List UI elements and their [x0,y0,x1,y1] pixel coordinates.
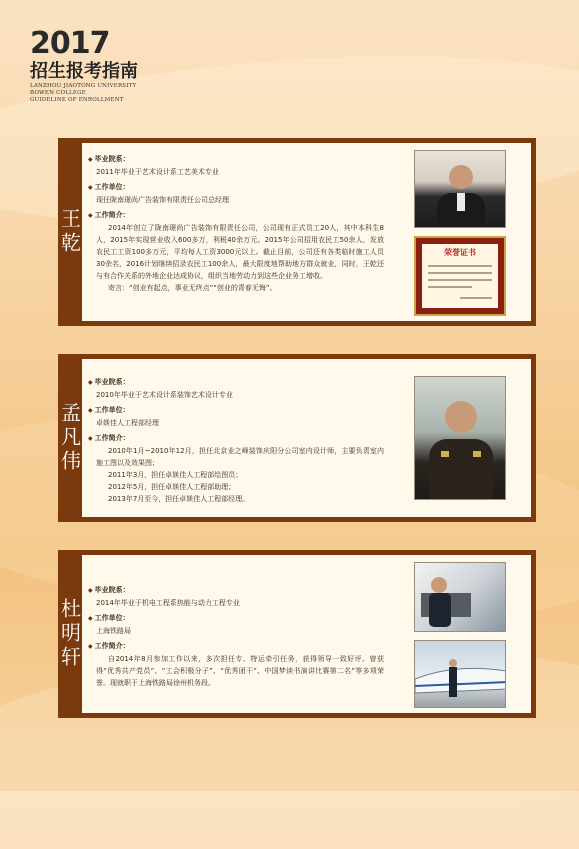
alumni-name: 孟凡伟 [57,402,82,474]
unit-label: ◆ 工作单位： [84,404,384,417]
guide-title: 招生报考指南 [30,61,138,82]
brochure-header [30,28,138,104]
alumni-name: 杜明轩 [57,598,82,670]
school-value: 2011年毕业于艺术设计系工艺美术专业 [96,168,219,176]
alumni-details [84,376,384,505]
unit-label: ◆ 工作单位： [84,612,384,625]
alumni-name-strip [58,354,82,522]
alumni-details [84,584,384,689]
school-value: 2014年毕业于机电工程系热能与动力工程专业 [96,599,240,607]
intro-label: ◆ 工作简介： [84,432,384,445]
school-label: ◆ 毕业院系： [84,584,384,597]
unit-value: 卓媄佳人工程部经理 [96,419,159,427]
school-value: 2010年毕业于艺术设计系装饰艺术设计专业 [96,391,233,399]
alumni-card-1 [58,138,536,326]
certificate-text-lines [422,258,498,308]
intro-item: 2010年1月~2010年12月，担任北京业之峰装饰庆阳分公司室内设计师，主要负责室内施工图以及效果图； [96,447,384,467]
alumni-name-strip [58,550,82,718]
alumni-details [84,153,384,294]
intro-quote: 寄言：“创业有起点，事业无终点”“创业的青春无悔”。 [108,284,277,292]
intro-paragraph: 2014年创立了陇南璟尚广告装饰有限责任公司，公司现有正式员工20人，其中本科生8人，2015年实现营业收入600多万，利税40余万元。2015年公司招用农民工50余人，发放农民工工资100多万元，平均每人工资3000元以上。截止目前，公司还有各类临时施工人员30余名，2016计划继续招录农民工100余人，最大限度地帮助地方群众就业，同时，王乾还与有合作关系的外地企业达成协议，组织当地劳动力到这些企业务工增收。 [96,224,384,280]
intro-label: ◆ 工作简介： [84,640,384,653]
alumni-portrait-photo [414,376,506,500]
certificate-title: 荣誉证书 [444,247,476,257]
portrait-figure [415,377,506,500]
alumni-card-3 [58,550,536,718]
school-label: ◆ 毕业院系： [84,376,384,389]
intro-paragraph: 自2014年8月参加工作以来，多次担任专、特运牵引任务，获得领导一致好评。曾获得“优秀共产党员”、“工会积极分子”、“优秀团干”、中国梦读书演讲比赛第二名”等多项荣誉。现就职于上海铁路局徐州机务段。 [96,655,384,687]
guide-subtitle: GUIDELINE OF ENROLLMENT [30,97,124,103]
unit-value: 上海铁路局 [96,627,131,635]
alumni-portrait-photo [414,150,506,228]
intro-label: ◆ 工作简介： [84,209,384,222]
year-title: 2017 [30,26,110,61]
train-cab-photo [414,562,506,632]
alumni-name: 王乾 [57,208,82,256]
intro-item: 2012年5月，担任卓媄佳人工程部助理； [108,483,236,491]
intro-item: 2013年7月至今，担任卓媄佳人工程部经理。 [108,495,250,503]
portrait-figure [415,151,506,228]
unit-label: ◆ 工作单位： [84,181,384,194]
university-name: LANZHOU JIAOTONG UNIVERSITY [30,83,137,89]
alumni-card-2 [58,354,536,522]
school-label: ◆ 毕业院系： [84,153,384,166]
conductor-figure [415,563,506,632]
intro-item: 2011年3月，担任卓媄佳人工程部绘图员； [108,471,243,479]
college-name: BOWEN COLLEGE [30,90,86,96]
alumni-name-strip [58,138,82,326]
high-speed-train-photo [414,640,506,708]
honor-certificate-photo [414,236,506,316]
unit-value: 现任陇南璟尚广告装饰有限责任公司总经理 [96,196,229,204]
train-and-conductor [415,641,506,708]
